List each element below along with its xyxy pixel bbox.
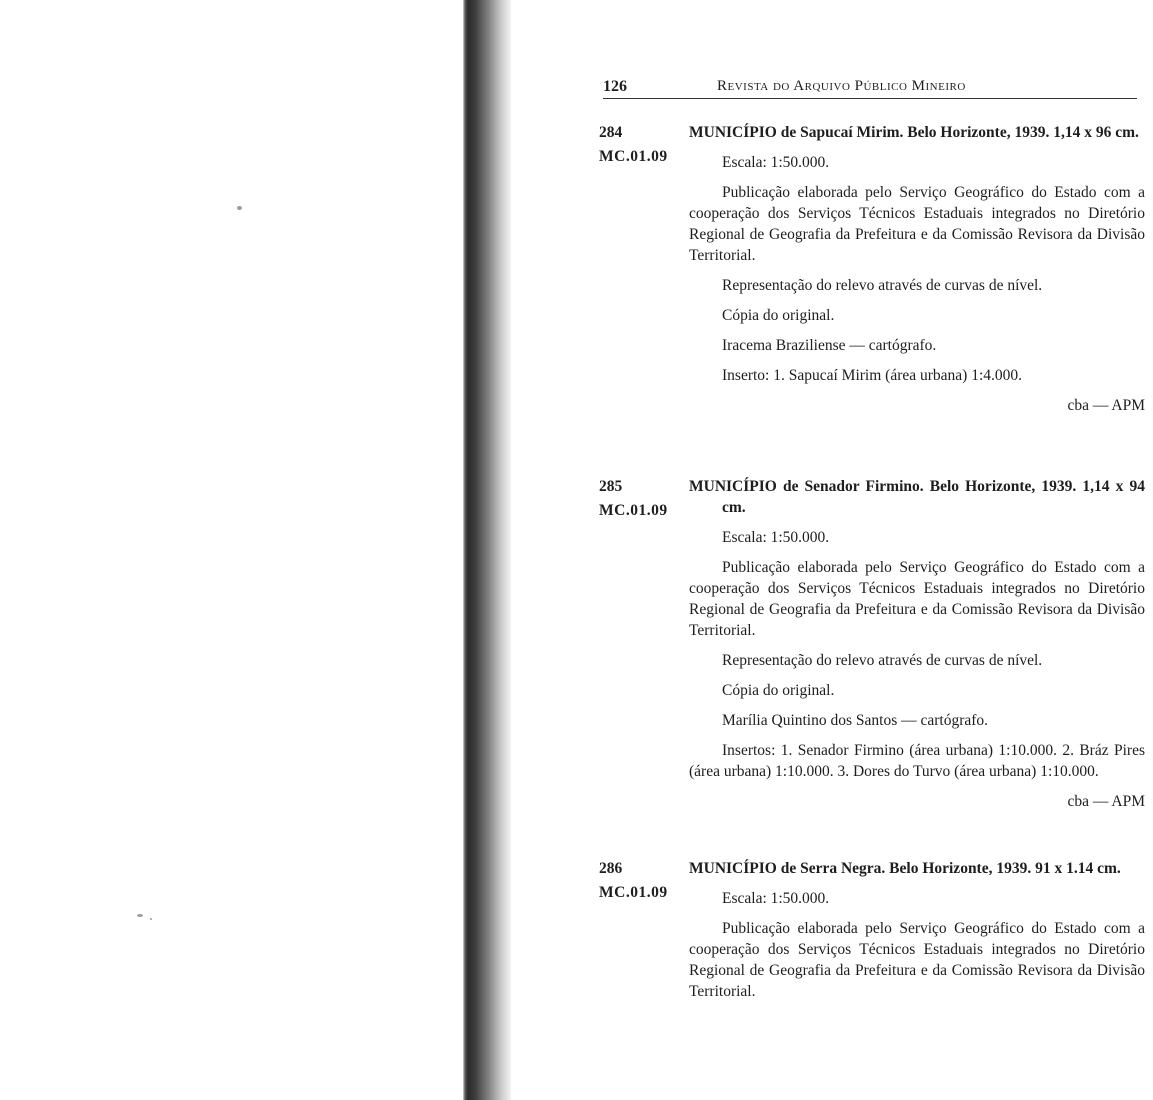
entry-copy: Cópia do original. [722,307,835,324]
catalog-code: MC.01.09 [599,884,668,901]
entry-number: 286 [599,860,623,877]
entry-scale: Escala: 1:50.000. [722,154,830,171]
entry-body [689,858,1145,1011]
left-page-blank [0,0,464,1100]
entry-scale: Escala: 1:50.000. [722,890,830,907]
entry-title: MUNICÍPIO de Serra Negra. Belo Horizonte, 1939. 91 x 1.14 cm. [689,860,1121,877]
entry-title: MUNICÍPIO de Senador Firmino. Belo Horizonte, 1939. 1,14 x 94 cm. [689,478,1145,516]
entry-copy: Cópia do original. [722,682,835,699]
entry-description: Publicação elaborada pelo Serviço Geográfico do Estado com a cooperação dos Serviços Técnicos Estaduais integrados no Diretório Regional de Geografia da Prefeitura e da Comissão Revisora da Divisão Territorial. [689,184,1145,264]
paper-speck [150,918,152,920]
entry-number: 285 [599,478,623,495]
entry-insets: Insertos: 1. Senador Firmino (área urbana) 1:10.000. 2. Bráz Pires (área urbana) 1:10.000. 3. Dores do Turvo (área urbana) 1:10.000. [689,742,1145,780]
entry-description: Publicação elaborada pelo Serviço Geográfico do Estado com a cooperação dos Serviços Técnicos Estaduais integrados no Diretório Regional de Geografia da Prefeitura e da Comissão Revisora da Divisão Territorial. [689,920,1145,1000]
running-title: Revista do Arquivo Público Mineiro [717,78,966,94]
paper-speck [237,206,242,210]
entry-insets: Inserto: 1. Sapucaí Mirim (área urbana) 1:4.000. [722,367,1023,384]
catalog-code: MC.01.09 [599,148,668,165]
right-page [511,0,1153,1100]
book-spine-shadow [463,0,511,1100]
page-number: 126 [603,78,627,95]
catalog-code: MC.01.09 [599,502,668,519]
entry-cartographer: Marília Quintino dos Santos — cartógrafo. [722,712,989,729]
entry-location: cba — APM [1067,793,1145,810]
entry-location: cba — APM [1067,397,1145,414]
paper-speck [137,914,143,917]
page-header [603,76,1137,99]
entry-description: Publicação elaborada pelo Serviço Geográfico do Estado com a cooperação dos Serviços Técnicos Estaduais integrados no Diretório Regional de Geografia da Prefeitura e da Comissão Revisora da Divisão Territorial. [689,559,1145,639]
entry-relief: Representação do relevo através de curvas de nível. [722,277,1043,294]
entry-body [689,122,1145,425]
entry-title: MUNICÍPIO de Sapucaí Mirim. Belo Horizonte, 1939. 1,14 x 96 cm. [689,124,1139,141]
entry-scale: Escala: 1:50.000. [722,529,830,546]
entry-body [689,476,1145,821]
entry-number: 284 [599,124,623,141]
entry-cartographer: Iracema Braziliense — cartógrafo. [722,337,937,354]
entry-relief: Representação do relevo através de curvas de nível. [722,652,1043,669]
